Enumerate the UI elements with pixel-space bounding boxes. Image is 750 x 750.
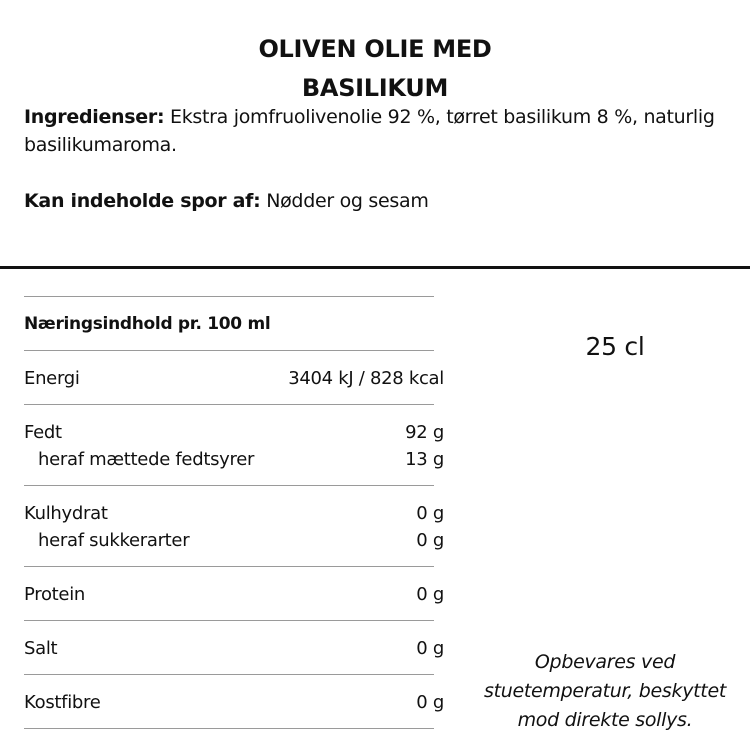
product-title-line-2: BASILIKUM	[301, 74, 449, 102]
storage-instructions	[470, 648, 740, 735]
ingredients-label: Ingredienser:	[24, 106, 165, 128]
nutrition-header: Næringsindhold pr. 100 ml	[24, 313, 271, 334]
storage-line-3: mod direkte sollys.	[517, 709, 693, 731]
saturated-value: 13 g	[405, 449, 444, 470]
table-row	[24, 419, 444, 446]
fat-value: 92 g	[405, 422, 444, 443]
volume-label: 25 cl	[585, 332, 645, 361]
table-row	[24, 365, 444, 392]
protein-value: 0 g	[416, 584, 444, 605]
table-row	[24, 500, 444, 527]
salt-label: Salt	[24, 638, 58, 659]
sugars-value: 0 g	[416, 530, 444, 551]
table-rule	[24, 728, 434, 729]
protein-label: Protein	[24, 584, 85, 605]
nutrition-group-salt	[24, 621, 444, 674]
allergens-section	[24, 187, 724, 215]
fat-label: Fedt	[24, 422, 62, 443]
fibre-value: 0 g	[416, 692, 444, 713]
storage-line-1: Opbevares ved	[534, 651, 676, 673]
ingredients-section	[24, 103, 724, 159]
table-row	[24, 689, 444, 716]
product-title	[0, 30, 750, 108]
energy-label: Energi	[24, 368, 80, 389]
nutrition-group-energy	[24, 351, 444, 404]
carbs-label: Kulhydrat	[24, 503, 108, 524]
allergens-label: Kan indeholde spor af:	[24, 190, 261, 212]
table-row	[24, 635, 444, 662]
section-divider	[0, 266, 750, 269]
nutrition-table	[24, 296, 444, 729]
storage-line-2: stuetemperatur, beskyttet	[483, 680, 726, 702]
energy-value: 3404 kJ / 828 kcal	[288, 368, 444, 389]
nutrition-group-fat	[24, 405, 444, 485]
nutrition-group-fibre	[24, 675, 444, 728]
nutrition-group-carbs	[24, 486, 444, 566]
table-row	[24, 581, 444, 608]
fibre-label: Kostfibre	[24, 692, 101, 713]
saturated-label: heraf mættede fedtsyrer	[38, 449, 255, 470]
allergens-text: Nødder og sesam	[260, 190, 429, 212]
product-title-line-1: OLIVEN OLIE MED	[258, 35, 492, 63]
ingredients-text: Ekstra jomfruolivenolie 92 %, tørret basilikum 8 %, naturlig basilikumaroma.	[24, 106, 715, 156]
salt-value: 0 g	[416, 638, 444, 659]
sugars-label: heraf sukkerarter	[38, 530, 190, 551]
carbs-value: 0 g	[416, 503, 444, 524]
nutrition-group-protein	[24, 567, 444, 620]
table-row	[24, 527, 444, 554]
table-row	[24, 446, 444, 473]
